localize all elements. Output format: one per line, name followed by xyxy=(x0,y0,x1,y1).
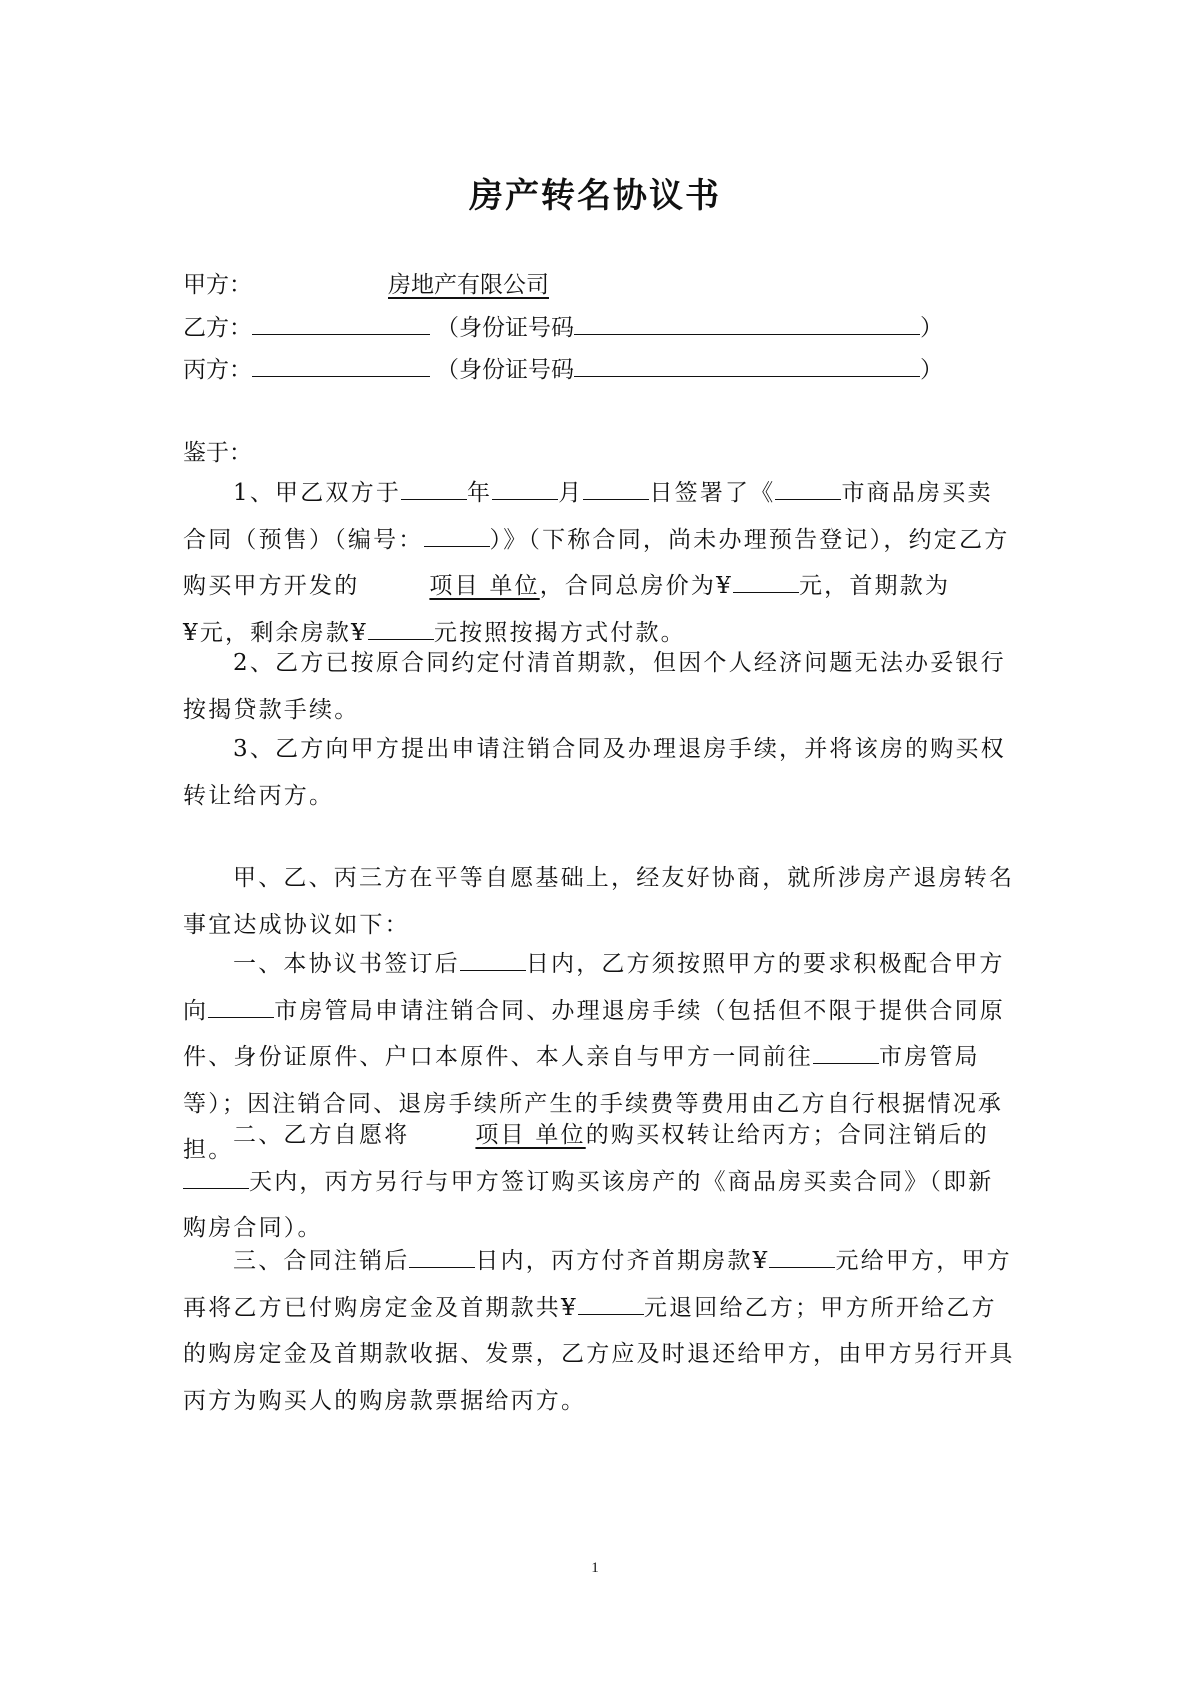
party-b-label: 乙方： xyxy=(183,315,252,341)
party-c-label: 丙方： xyxy=(183,357,252,383)
party-a-line xyxy=(183,266,1013,299)
clause-2-project-unit: 项目 单位 xyxy=(475,1122,586,1148)
recital-2: 2、乙方已按原合同约定付清首期款，但因个人经济问题无法办妥银行按揭贷款手续。 xyxy=(183,650,1006,723)
party-b-id-close: ） xyxy=(920,315,943,341)
clause-2: 二、乙方自愿将 项目 单位的购买权转让给丙方；合同注销后的天内，丙方另行与甲方签订购买该房产的《商品房买卖合同》（即新购房合同）。 xyxy=(183,1122,994,1241)
party-c-id-blank xyxy=(574,352,920,377)
clause-1: 一、本协议书签订后 日内，乙方须按照甲方的要求积极配合甲方向 市房管局申请注销合同、办理退房手续（包括但不限于提供合同原件、身份证原件、户口本原件、本人亲自与甲方一同前往 市房管局等）；因注销合同、退房手续所产生的手续费等费用由乙方自行根据情况承担。 xyxy=(183,941,1015,1174)
recital-3: 3、乙方向甲方提出申请注销合同及办理退房手续，并将该房的购买权转让给丙方。 xyxy=(183,736,1006,809)
clause-3: 三、合同注销后 日内，丙方付齐首期房款¥ 元给甲方，甲方再将乙方已付购房定金及首期款共¥ 元退回给乙方；甲方所开给乙方的购房定金及首期款收据、发票，乙方应及时退还给甲方，由甲方另行开具丙方为购买人的购房款票据给丙方。 xyxy=(183,1238,1015,1424)
party-a-label: 甲方： xyxy=(183,272,252,298)
party-a-company: 房地产有限公司 xyxy=(388,272,549,298)
party-c-id-close: ） xyxy=(920,357,943,383)
recital-1: 1、甲乙双方于 年 月 日签署了《 市商品房买卖合同（预售）（编号： ）》（下称合同，尚未办理预告登记），约定乙方购买甲方开发的 项目 单位，合同总房价为¥ 元，首期款为¥元，剩余房款¥ 元按照按揭方式付款。 xyxy=(183,470,1015,656)
document-title: 房产转名协议书 xyxy=(469,176,721,216)
party-c-id-label: （身份证号码 xyxy=(436,357,574,383)
party-c-name-blank xyxy=(252,352,430,377)
party-b-id-blank xyxy=(574,310,920,335)
recital-1-project-unit: 项目 单位 xyxy=(429,573,540,599)
party-c-line xyxy=(183,351,1013,384)
party-b-name-blank xyxy=(252,310,430,335)
page-number: 1 xyxy=(591,1560,599,1576)
agreement-intro: 甲、乙、丙三方在平等自愿基础上，经友好协商，就所涉房产退房转名事宜达成协议如下： xyxy=(183,865,1015,938)
party-b-id-label: （身份证号码 xyxy=(436,315,574,341)
whereas-label: 鉴于： xyxy=(183,440,252,466)
party-b-line xyxy=(183,309,1013,342)
